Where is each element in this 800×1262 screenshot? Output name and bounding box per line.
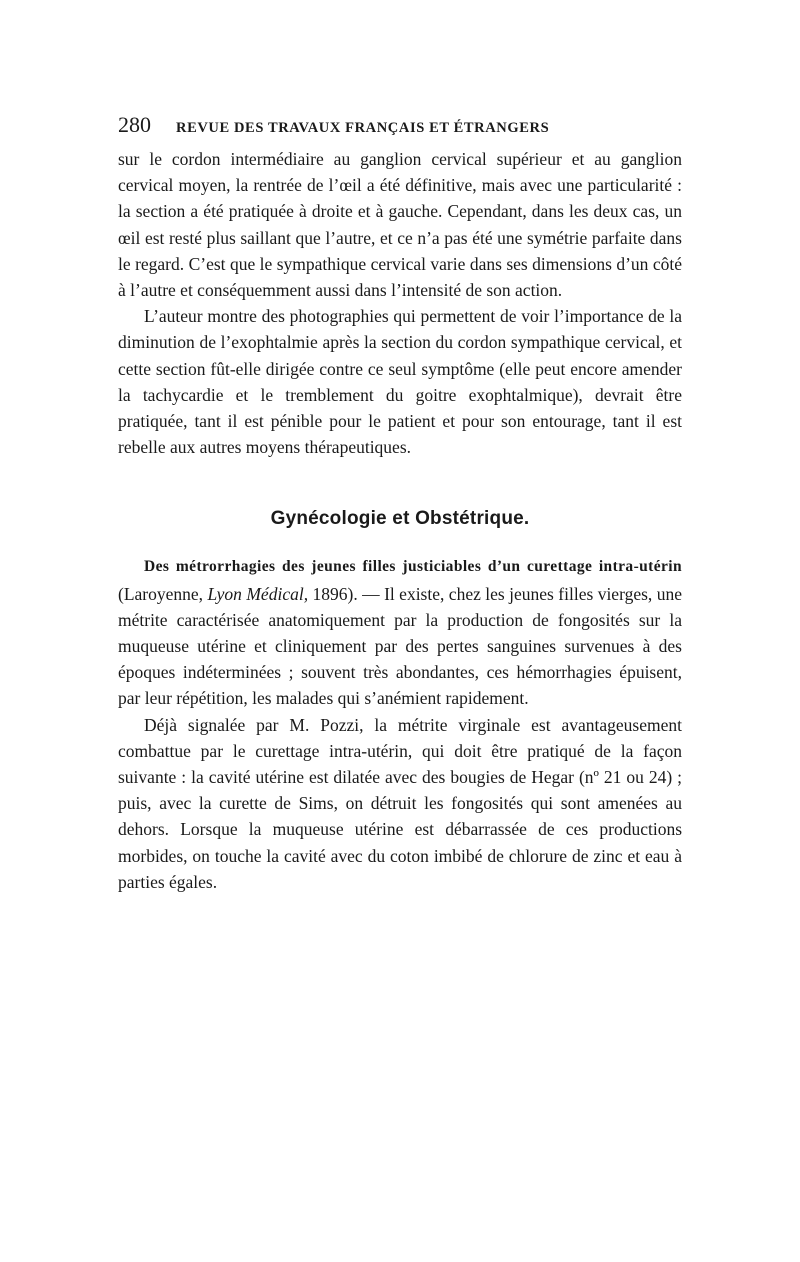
article-journal: Lyon Médical, xyxy=(207,583,309,604)
page-header xyxy=(118,112,682,146)
article-ref-close: 1896). — xyxy=(308,583,385,604)
paragraph-photographs: L’auteur montre des photographies qui permettent de voir l’importance de la diminution de l’exophtalmie après la section du cordon sympathique cervical, et cette section fût-elle dirigée contre ce seul symptôme (elle peut encore amender la tachycardie et le tremblement du goitre exophtalmique), devrait être pratiquée, tant il est pénible pour le patient et pour son entourage, tant il est rebelle aux autres moyens thérapeutiques. xyxy=(118,306,682,458)
page-number: 280 xyxy=(118,112,151,137)
article-paragraph xyxy=(118,552,682,711)
paragraph-treatment: Déjà signalée par M. Pozzi, la métrite virginale est avantageusement combattue par le curettage intra-utérin, qui doit être pratiqué de la façon suivante : la cavité utérine est dilatée avec des bougies de Hegar (nº 21 ou 24) ; puis, avec la curette de Sims, on détruit les fongosités qui sont amenées au dehors. Lorsque la muqueuse utérine est débarrassée de ces productions morbides, on touche la cavité avec du coton imbibé de chlorure de zinc et eau à parties égales. xyxy=(118,714,682,892)
section-heading: Gynécologie et Obstétrique. xyxy=(270,508,530,530)
article-title: Des métrorrhagies des jeunes filles justiciables d’un curettage intra-utérin xyxy=(144,558,682,576)
article-body: Il existe, chez les jeunes filles vierges, une métrite caractérisée anatomiquement par la production de fongosités sur la muqueuse utérine et cliniquement par des pertes sanguines survenues à des époques indéterminées ; souvent très abondantes, ces hémorrhagies épuisent, par leur répétition, les malades qui s’anémient rapidement. xyxy=(118,583,682,709)
paragraph-continued: sur le cordon intermédiaire au ganglion cervical supérieur et au ganglion cervical moyen, la rentrée de l’œil a été définitive, mais avec une particularité : la section a été pratiquée à droite et à gauche. Cependant, dans les deux cas, un œil est resté plus saillant que l’autre, et ce n’a pas été une symétrie parfaite dans le regard. C’est que le sympathique cervical varie dans ses dimensions d’un côté à l’autre et conséquemment aussi dans l’intensité de son action. xyxy=(118,149,682,301)
book-page xyxy=(118,112,682,895)
running-title: REVUE DES TRAVAUX FRANÇAIS ET ÉTRANGERS xyxy=(176,120,550,136)
article-ref-open: (Laroyenne, xyxy=(118,583,208,604)
